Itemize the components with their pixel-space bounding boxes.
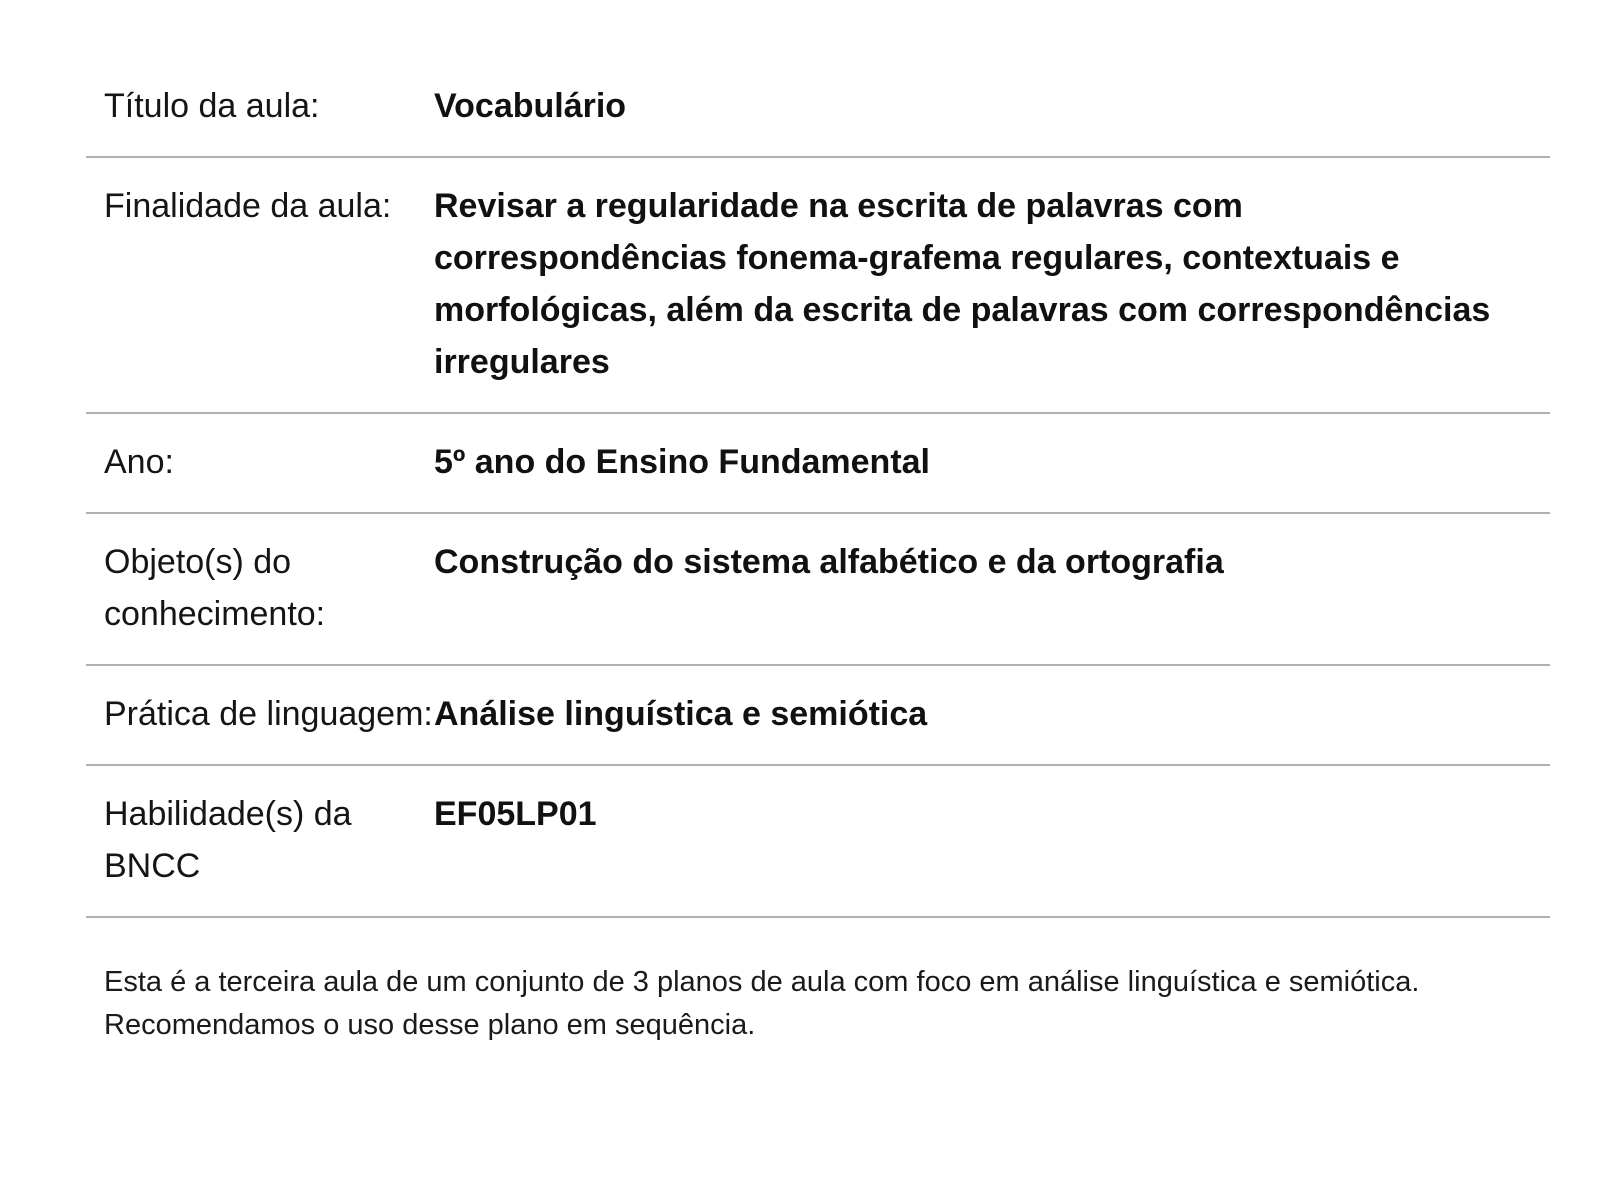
row-value: Análise linguística e semiótica: [434, 695, 928, 733]
row-lesson-title: [86, 60, 1550, 157]
row-value: Construção do sistema alfabético e da ortografia: [434, 543, 1224, 581]
row-value: EF05LP01: [434, 795, 597, 833]
row-value: 5º ano do Ensino Fundamental: [434, 443, 931, 481]
row-label: Prática de linguagem:: [104, 695, 433, 733]
row-value: Revisar a regularidade na escrita de palavras com correspondências fonema-grafema regulares, contextuais e morfológicas, além da escrita de palavras com correspondências irregulares: [434, 187, 1491, 381]
row-label: Habilidade(s) da BNCC: [104, 795, 352, 885]
row-label: Ano:: [104, 443, 174, 481]
row-label: Título da aula:: [104, 87, 320, 125]
lesson-info-table: [86, 60, 1550, 918]
row-label: Objeto(s) do conhecimento:: [104, 543, 326, 633]
row-knowledge-objects: [86, 513, 1550, 665]
row-bncc-skills: [86, 765, 1550, 917]
row-lesson-purpose: [86, 157, 1550, 413]
lesson-plan-document: [86, 60, 1550, 1076]
sequence-note: Esta é a terceira aula de um conjunto de 3 planos de aula com foco em análise linguística e semiótica. Recomendamos o uso desse plano em sequência.: [104, 966, 1420, 1041]
row-value: Vocabulário: [434, 87, 627, 125]
row-school-year: [86, 413, 1550, 513]
row-language-practice: [86, 665, 1550, 765]
row-label: Finalidade da aula:: [104, 187, 392, 225]
